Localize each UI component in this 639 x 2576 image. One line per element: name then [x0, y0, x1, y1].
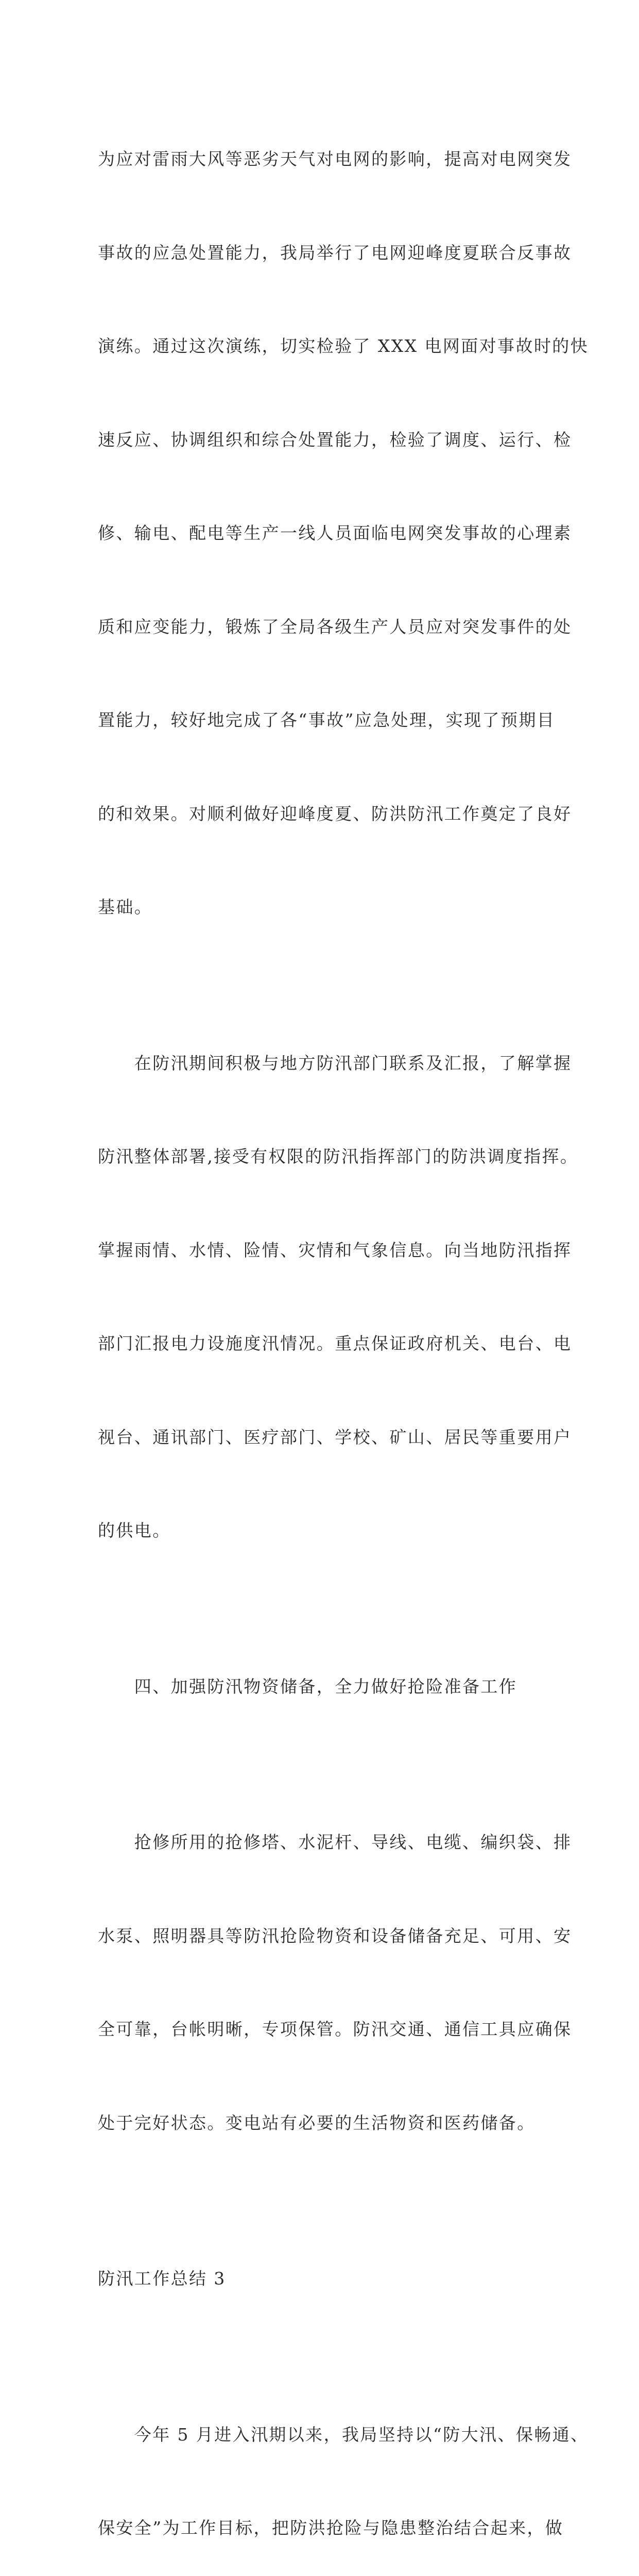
text-line: 速反应、协调组织和综合处置能力，检验了调度、运行、检: [98, 425, 547, 456]
section-heading: [98, 1609, 547, 1765]
text-line: 今年 5 月进入汛期以来，我局坚持以“防大汛、保畅通、: [98, 2419, 547, 2451]
document-page: [0, 0, 639, 904]
text-line: 修、输电、配电等生产一线人员面临电网突发事故的心理素: [98, 518, 547, 549]
text-line: 演练。通过这次演练，切实检验了 XXX 电网面对事故时的快: [98, 331, 547, 362]
title-line: 防汛工作总结 3: [98, 2263, 547, 2295]
article-title: [98, 2201, 547, 2357]
text-line: 质和应变能力，锻炼了全局各级生产人员应对突发事件的处: [98, 612, 547, 643]
paragraph-flood-season: [98, 2357, 547, 2576]
paragraph-drill-summary: [98, 81, 547, 986]
text-line: 事故的应急处置能力，我局举行了电网迎峰度夏联合反事故: [98, 238, 547, 269]
text-line: 水泵、照明器具等防汛抢险物资和设备储备充足、可用、安: [98, 1921, 547, 1952]
text-line: 为应对雷雨大风等恶劣天气对电网的影响，提高对电网突发: [98, 144, 547, 175]
text-line: 视台、通讯部门、医疗部门、学校、矿山、居民等重要用户: [98, 1422, 547, 1453]
text-line: 掌握雨情、水情、险情、灾情和气象信息。向当地防汛指挥: [98, 1235, 547, 1266]
heading-line: 四、加强防汛物资储备，全力做好抢险准备工作: [98, 1671, 547, 1703]
paragraph-materials: [98, 1765, 547, 2201]
text-line: 的和效果。对顺利做好迎峰度夏、防洪防汛工作奠定了良好: [98, 799, 547, 830]
document-body: [98, 81, 547, 2576]
text-line: 保安全”为工作目标，把防洪抢险与隐患整治结合起来，做: [98, 2513, 547, 2544]
text-line: 基础。: [98, 892, 547, 923]
text-line: 处于完好状态。变电站有必要的生活物资和医药储备。: [98, 2108, 547, 2139]
text-line: 防汛整体部署,接受有权限的防汛指挥部门的防洪调度指挥。: [98, 1141, 547, 1173]
text-line: 的供电。: [98, 1515, 547, 1547]
text-line: 抢修所用的抢修塔、水泥杆、导线、电缆、编织袋、排: [98, 1827, 547, 1858]
text-line: 全可靠，台帐明晰，专项保管。防汛交通、通信工具应确保: [98, 2014, 547, 2045]
paragraph-liaison: [98, 986, 547, 1609]
text-line: 部门汇报电力设施度汛情况。重点保证政府机关、电台、电: [98, 1328, 547, 1360]
text-line: 在防汛期间积极与地方防汛部门联系及汇报，了解掌握: [98, 1048, 547, 1079]
text-line: 置能力，较好地完成了各“事故”应急处理，实现了预期目: [98, 705, 547, 736]
